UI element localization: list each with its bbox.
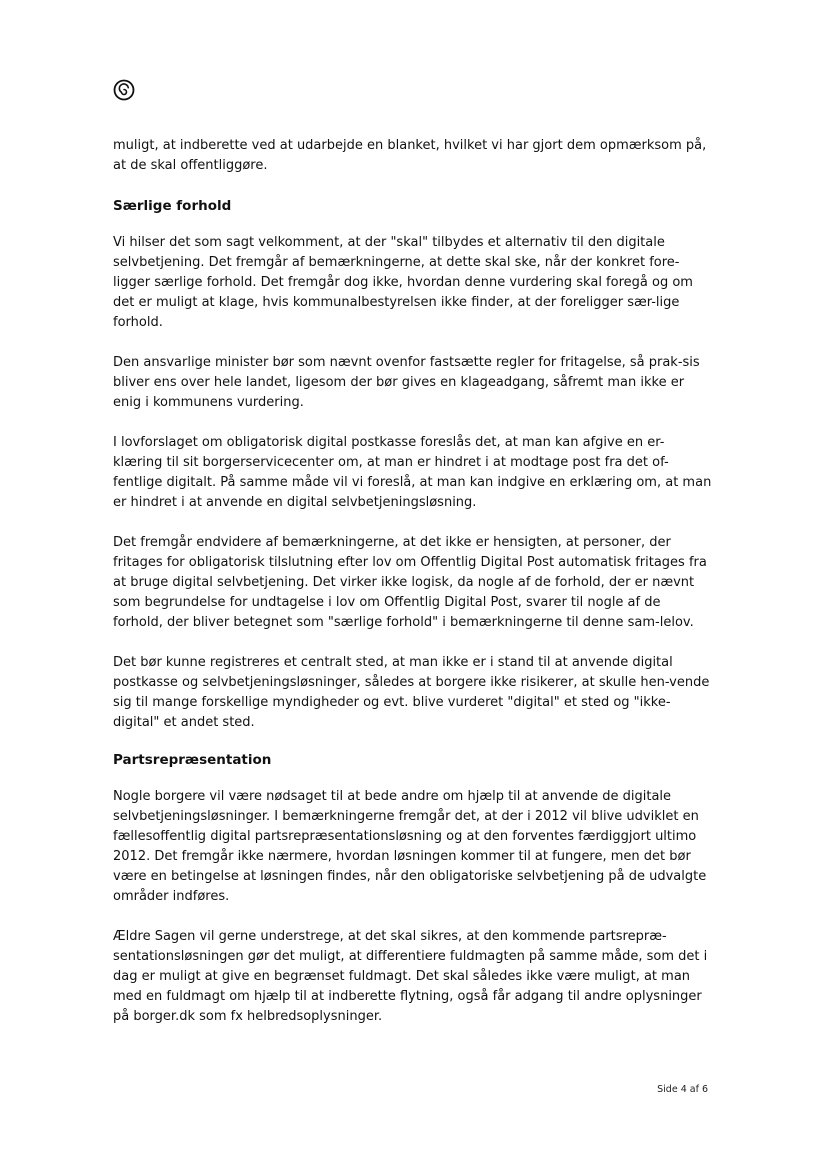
section-heading: Partsrepræsentation <box>113 752 272 768</box>
paragraph: Vi hilser det som sagt velkomment, at der "skal" tilbydes et alternativ til den digitale selvbetjening. Det fremgår af bemærkningerne, at dette skal ske, når der konkret fore-ligger særlige forhold. Det fremgår dog ikke, hvordan denne vurdering skal foregå og om det er muligt at klage, hvis kommunalbestyrelsen ikke finder, at der foreligger sær-lige forhold. <box>113 235 693 330</box>
document-body <box>113 136 713 1047</box>
paragraph: I lovforslaget om obligatorisk digital postkasse foreslås det, at man kan afgive en er-klæring til sit borgerservicecenter om, at man er hindret i at modtage post fra det of-fentlige digitalt. På samme måde vil vi foreslå, at man kan indgive en erklæring om, at man er hindret i at anvende en digital selvbetjeningsløsning. <box>113 435 712 510</box>
spiral-logo-icon <box>112 78 136 102</box>
paragraph: Den ansvarlige minister bør som nævnt ovenfor fastsætte regler for fritagelse, så prak-sis bliver ens over hele landet, ligesom der bør gives en klageadgang, såfremt man ikke er enig i kommunens vurdering. <box>113 355 700 410</box>
paragraph: Det bør kunne registreres et centralt sted, at man ikke er i stand til at anvende digital postkasse og selvbetjeningsløsninger, således at borgere ikke risikerer, at skulle hen-vende sig til mange forskellige myndigheder og evt. blive vurderet "digital" et sted og "ikke-digital" et andet sted. <box>113 655 710 730</box>
paragraph: muligt, at indberette ved at udarbejde en blanket, hvilket vi har gjort dem opmærksom på, at de skal offentliggøre. <box>113 138 707 173</box>
paragraph: Ældre Sagen vil gerne understrege, at det skal sikres, at den kommende partsrepræ-sentationsløsningen gør det muligt, at differentiere fuldmagten på samme måde, som det i dag er muligt at give en begrænset fuldmagt. Det skal således ikke være muligt, at man med en fuldmagt om hjælp til at indberette flytning, også får adgang til andre oplysninger på borger.dk som fx helbredsoplysninger. <box>113 929 708 1024</box>
paragraph: Nogle borgere vil være nødsaget til at bede andre om hjælp til at anvende de digitale selvbetjeningsløsninger. I bemærkningerne fremgår det, at der i 2012 vil blive udviklet en fællesoffentlig digital partsrepræsentationsløsning og at den forventes færdiggjort ultimo 2012. Det fremgår ikke nærmere, hvordan løsningen kommer til at fungere, men det bør være en betingelse at løsningen findes, når den obligatoriske selvbetjening på de udvalgte områder indføres. <box>113 789 707 904</box>
paragraph: Det fremgår endvidere af bemærkningerne, at det ikke er hensigten, at personer, der fritages for obligatorisk tilslutning efter lov om Offentlig Digital Post automatisk fritages fra at bruge digital selvbetjening. Det virker ikke logisk, da nogle af de forhold, der er nævnt som begrundelse for undtagelse i lov om Offentlig Digital Post, svarer til nogle af de forhold, der bliver betegnet som "særlige forhold" i bemærkningerne til denne sam-lelov. <box>113 535 707 630</box>
page-number: Side 4 af 6 <box>657 1084 708 1095</box>
section-heading: Særlige forhold <box>113 198 232 214</box>
